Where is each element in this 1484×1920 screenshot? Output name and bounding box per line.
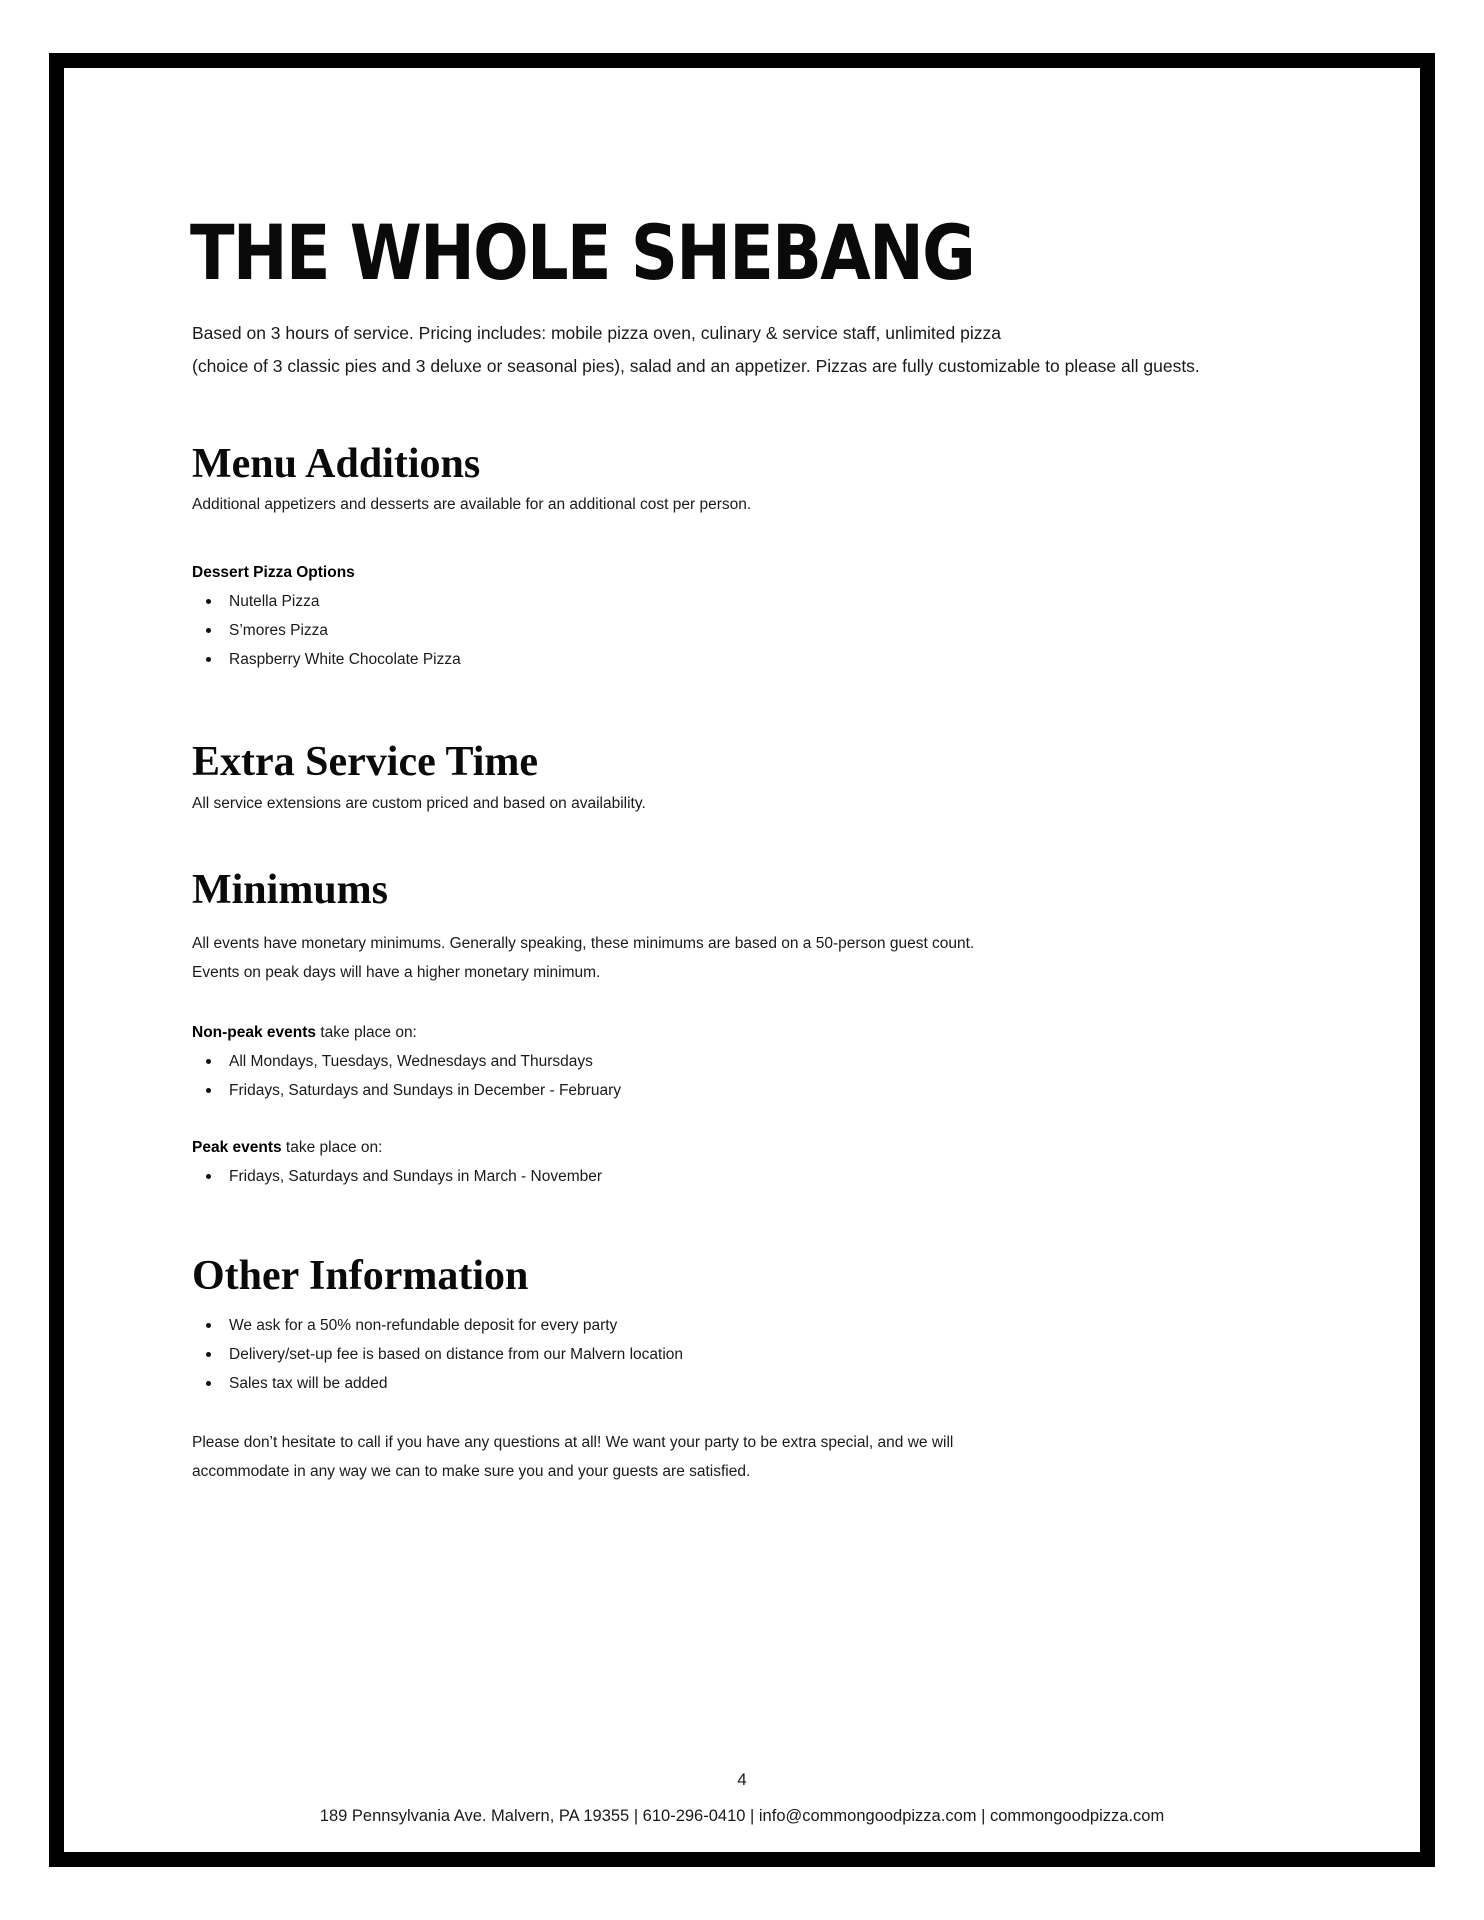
list-item: Delivery/set-up fee is based on distance from our Malvern location	[229, 1340, 683, 1369]
peak-label-bold: Peak events	[192, 1139, 282, 1156]
minimums-heading: Minimums	[192, 867, 389, 913]
list-item: Sales tax will be added	[229, 1369, 683, 1398]
page-title: THE WHOLE SHEBANG	[190, 208, 975, 297]
dessert-options-label-text: Dessert Pizza Options	[192, 564, 355, 581]
dessert-options-list	[192, 587, 461, 674]
list-item: Fridays, Saturdays and Sundays in March - November	[229, 1162, 602, 1191]
peak-label-rest: take place on:	[281, 1139, 383, 1156]
minimums-line-1: All events have monetary minimums. Generally speaking, these minimums are based on a 50-person guest count.	[192, 935, 975, 952]
extra-service-heading: Extra Service Time	[192, 739, 539, 785]
other-info-list	[192, 1311, 683, 1398]
footer-contact: 189 Pennsylvania Ave. Malvern, PA 19355 | 610-296-0410 | info@commongoodpizza.com | commongoodpizza.com	[319, 1807, 1165, 1825]
list-item: Nutella Pizza	[229, 587, 461, 616]
nonpeak-label	[192, 1018, 417, 1047]
page-number: 4	[737, 1770, 747, 1789]
other-info-heading: Other Information	[192, 1253, 529, 1299]
menu-additions-description: Additional appetizers and desserts are available for an additional cost per person.	[192, 496, 752, 513]
peak-list	[192, 1162, 602, 1191]
nonpeak-list	[192, 1047, 621, 1105]
list-item: Raspberry White Chocolate Pizza	[229, 645, 461, 674]
minimums-line-2: Events on peak days will have a higher monetary minimum.	[192, 964, 601, 981]
nonpeak-label-rest: take place on:	[316, 1024, 417, 1041]
list-item: We ask for a 50% non-refundable deposit for every party	[229, 1311, 683, 1340]
nonpeak-label-bold: Non-peak events	[192, 1024, 317, 1041]
minimums-description	[192, 929, 974, 987]
intro-line-2: (choice of 3 classic pies and 3 deluxe or seasonal pies), salad and an appetizer. Pizzas are fully customizable to please all guests.	[192, 356, 1200, 376]
closing-line-1: Please don’t hesitate to call if you have any questions at all! We want your party to be extra special, and we will	[192, 1434, 954, 1451]
list-item: Fridays, Saturdays and Sundays in December - February	[229, 1076, 621, 1105]
list-item: S’mores Pizza	[229, 616, 461, 645]
intro-line-1: Based on 3 hours of service. Pricing includes: mobile pizza oven, culinary & service staff, unlimited pizza	[192, 323, 1001, 343]
closing-line-2: accommodate in any way we can to make sure you and your guests are satisfied.	[192, 1463, 751, 1480]
list-item: All Mondays, Tuesdays, Wednesdays and Thursdays	[229, 1047, 621, 1076]
menu-additions-heading: Menu Additions	[192, 441, 481, 487]
extra-service-description: All service extensions are custom priced and based on availability.	[192, 795, 646, 812]
closing-paragraph	[192, 1428, 953, 1486]
intro-paragraph	[192, 317, 1252, 383]
peak-label	[192, 1133, 382, 1162]
dessert-options-label	[192, 558, 355, 587]
